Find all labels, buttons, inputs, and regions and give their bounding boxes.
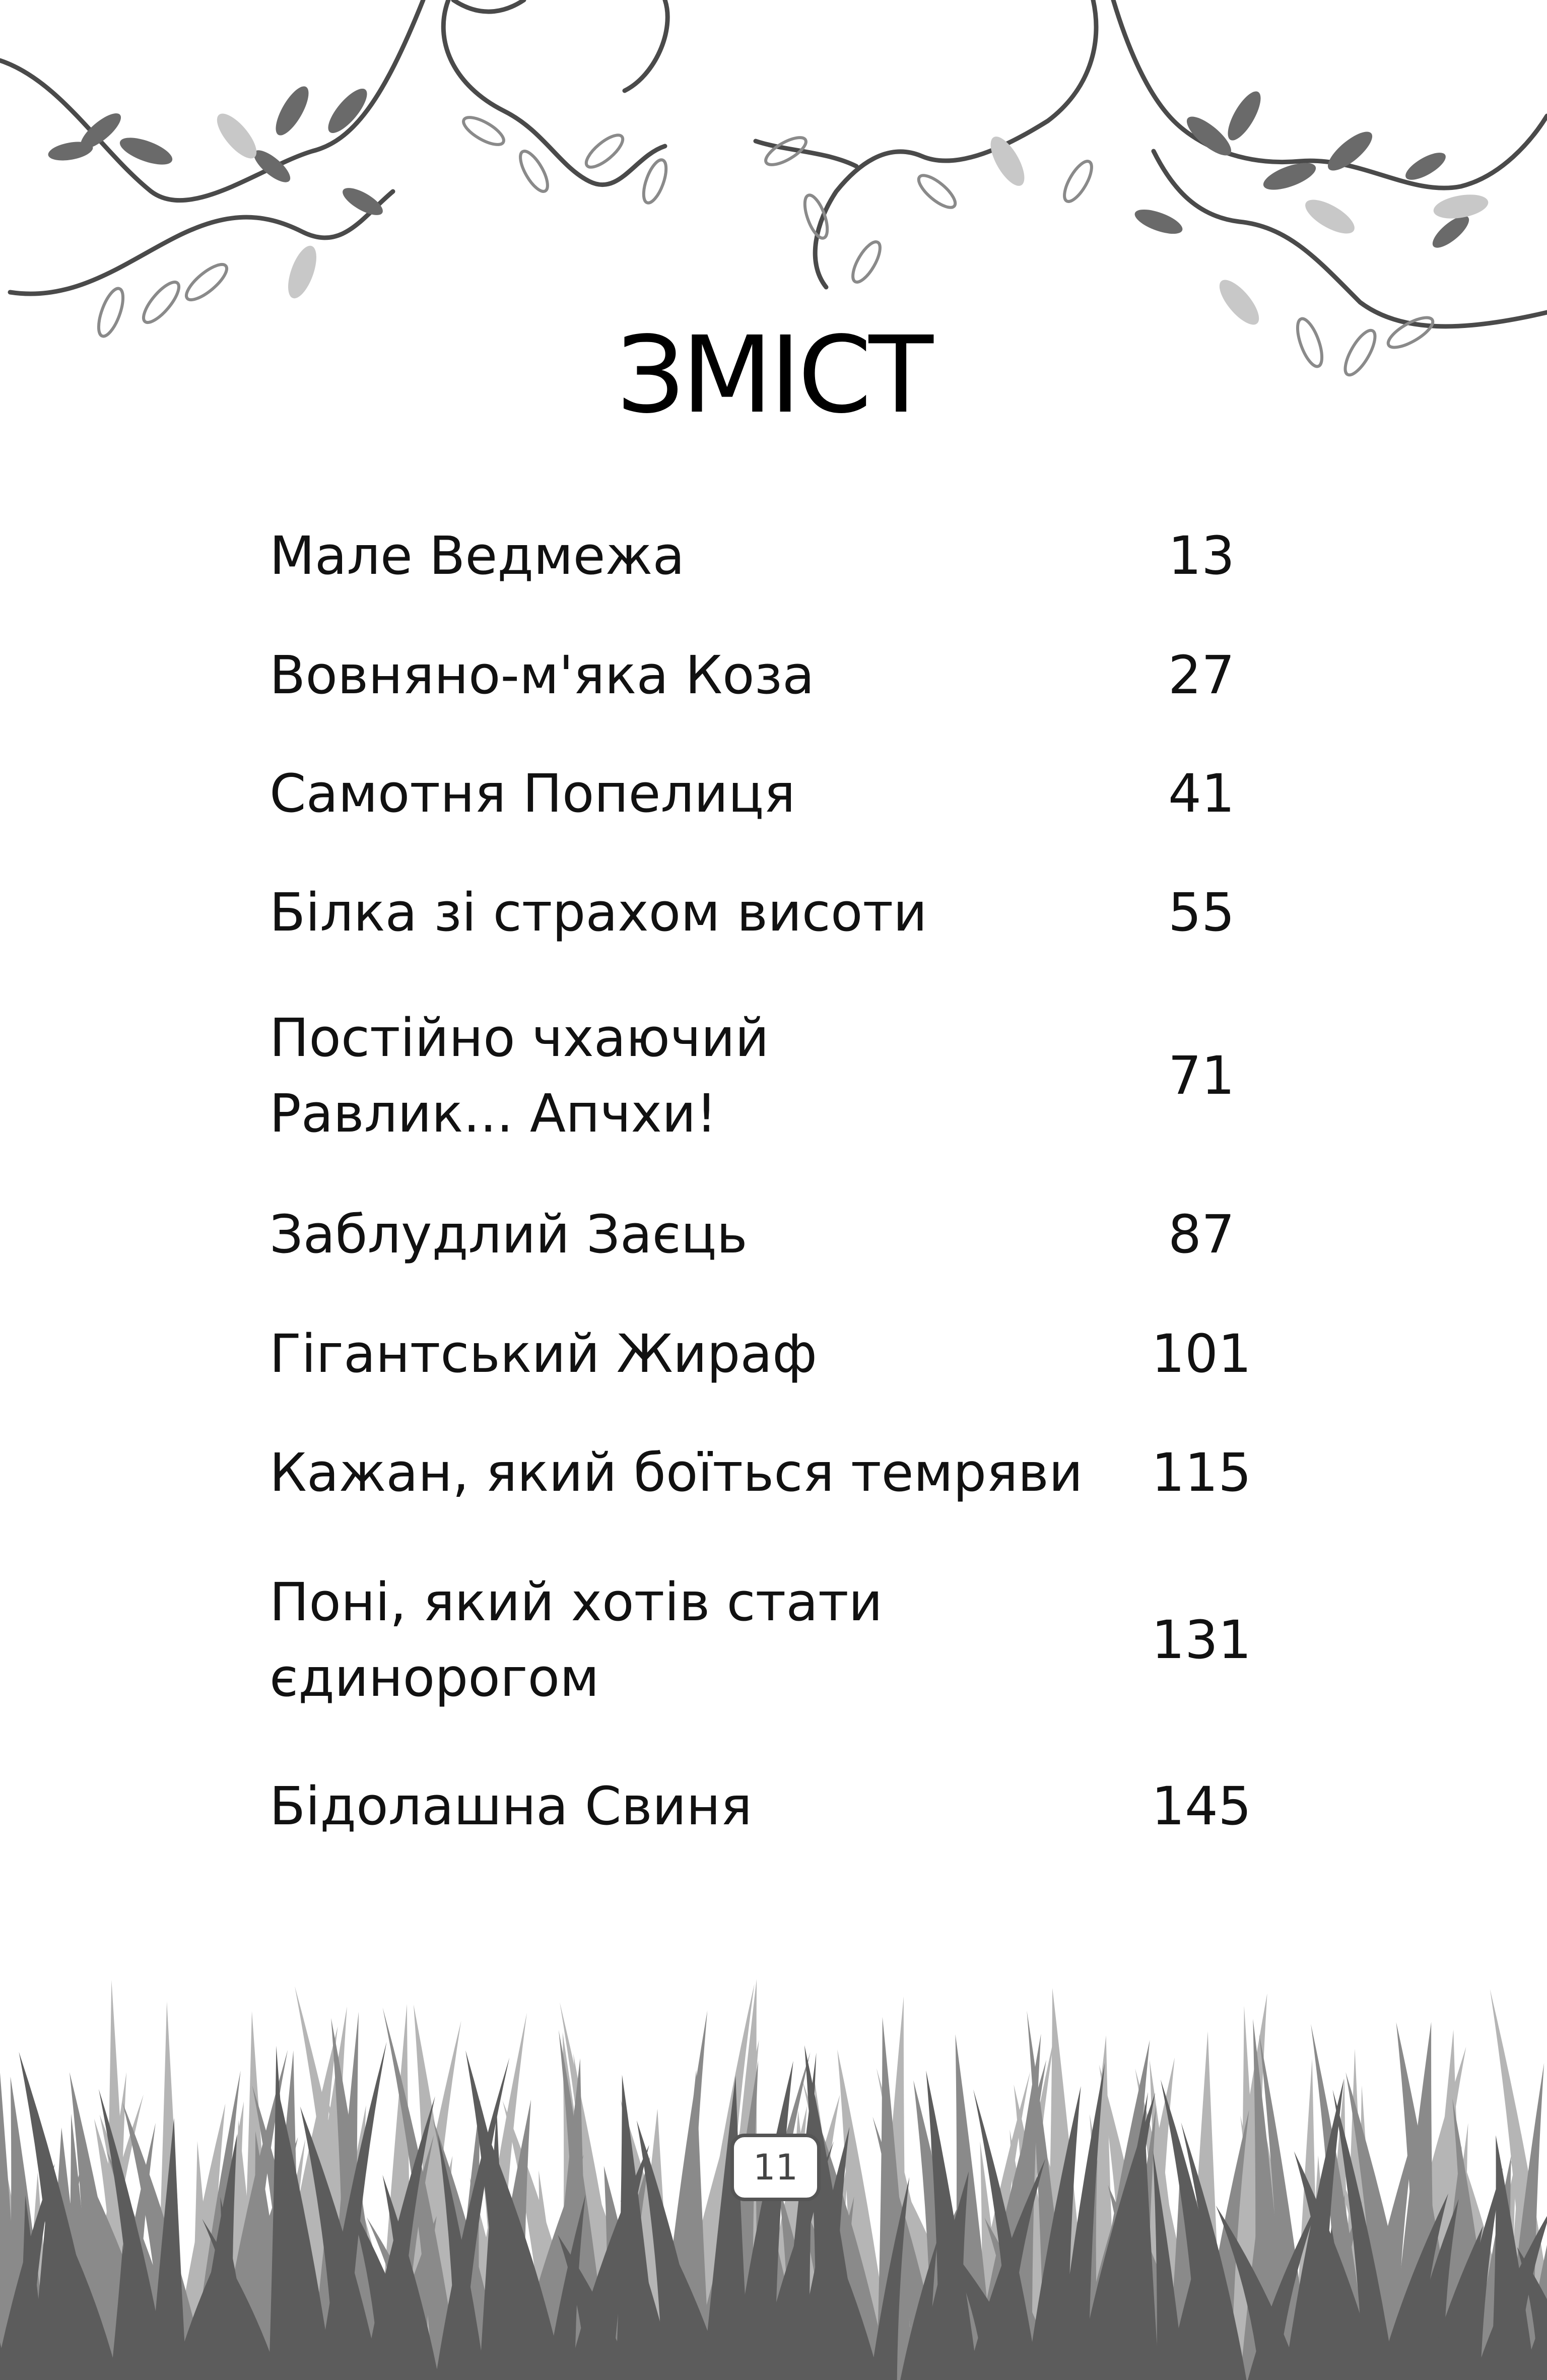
toc-entry-page: 71 — [1168, 1045, 1235, 1106]
toc-entry-title: Заблудлий Заєць — [270, 1204, 748, 1265]
page-number: 11 — [730, 2134, 821, 2201]
toc-entry-title: Мале Ведмежа — [270, 525, 685, 586]
toc-entry-title: Поні, який хотів стати єдинорогом — [270, 1571, 883, 1708]
toc-entry-page: 115 — [1151, 1442, 1252, 1503]
toc-entry-page: 145 — [1151, 1775, 1252, 1837]
toc-entry-page: 27 — [1168, 644, 1235, 706]
toc-entry-page: 87 — [1168, 1204, 1235, 1265]
toc-entry-title: Гігантський Жираф — [270, 1323, 818, 1384]
toc-entry-title: Самотня Попелиця — [270, 763, 795, 824]
toc-entry-page: 41 — [1168, 763, 1235, 824]
toc-entry-page: 13 — [1168, 525, 1235, 586]
toc-entry-title: Білка зі страхом висоти — [270, 882, 927, 943]
toc-entry-page: 101 — [1151, 1323, 1252, 1384]
page-title: ЗМІСТ — [617, 313, 930, 437]
toc-entry-title: Бідолашна Свиня — [270, 1775, 752, 1837]
toc-entry-title: Постійно чхаючий Равлик... Апчхи! — [270, 1007, 769, 1144]
toc-entry-page: 55 — [1168, 882, 1235, 943]
toc-entry-title: Кажан, який боїться темряви — [270, 1442, 1083, 1503]
toc-entry-page: 131 — [1151, 1609, 1252, 1671]
toc-entry-title: Вовняно-м'яка Коза — [270, 644, 815, 706]
